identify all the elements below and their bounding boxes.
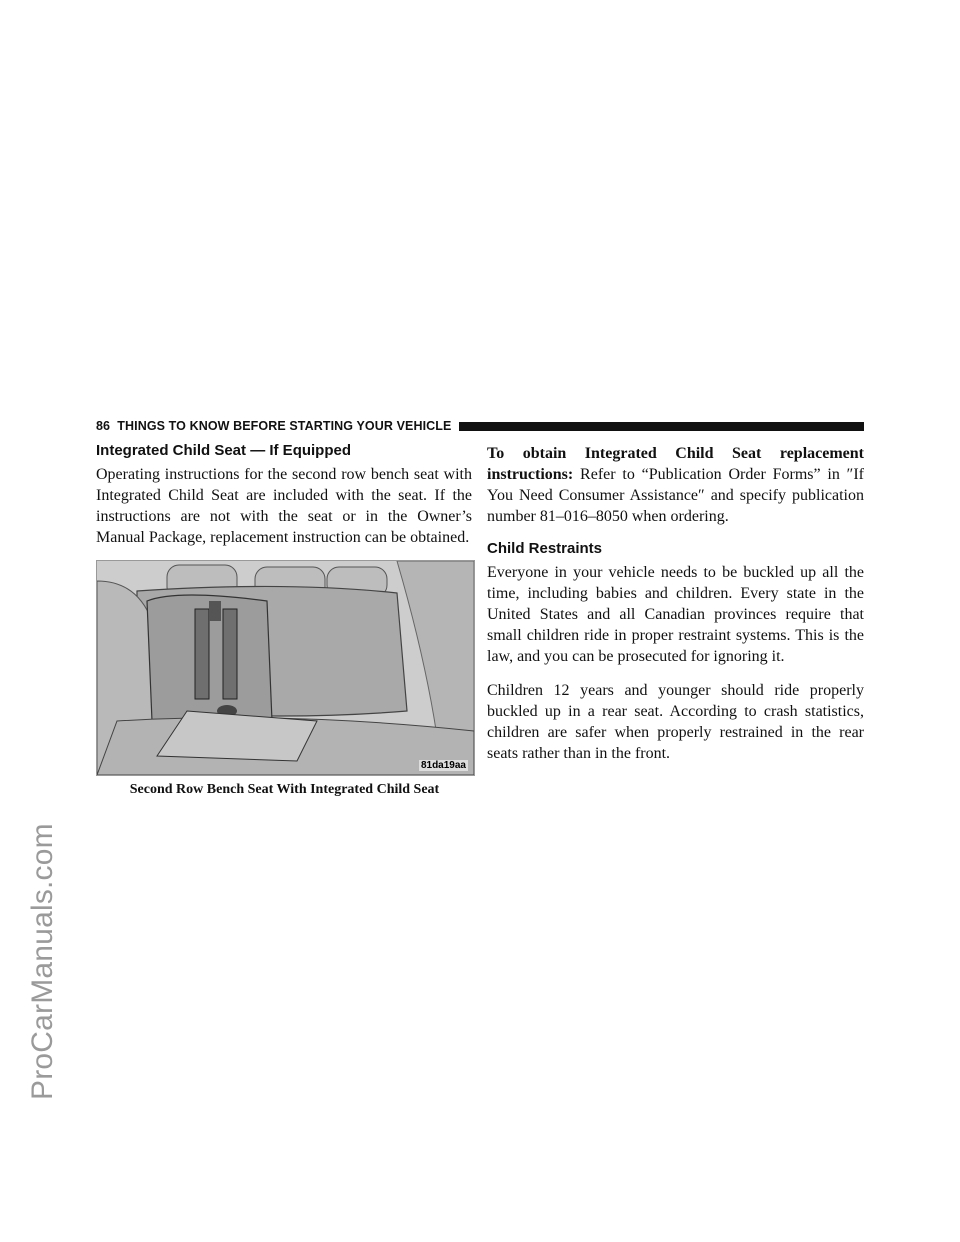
replacement-instructions-lead: To obtain Integrated Child Seat replacement instructions: xyxy=(487,445,864,483)
integrated-child-seat-paragraph: Operating instructions for the second row bench seat with Integrated Child Seat are included with the seat. If the instructions are not with the seat or in the Owner’s Manual Package, replacement instruction can be obtained. xyxy=(96,466,472,546)
header-text xyxy=(96,419,451,433)
right-column xyxy=(487,443,864,777)
child-restraints-paragraph-2: Children 12 years and younger should ride properly buckled up in a rear seat. According to crash statistics, children are safer when properly restrained in the rear seats rather than in the front. xyxy=(487,682,864,762)
section-heading-integrated-child-seat: Integrated Child Seat — If Equipped xyxy=(96,442,352,459)
header-title: THINGS TO KNOW BEFORE STARTING YOUR VEHICLE xyxy=(117,419,452,433)
child-restraints-paragraph-1: Everyone in your vehicle needs to be buckled up all the time, including babies and children. Every state in the United States and all Canadian provinces require that small children ride in proper restraint systems. This is the law, and you can be prosecuted for ignoring it. xyxy=(487,564,864,665)
section-heading-child-restraints: Child Restraints xyxy=(487,540,603,557)
page-number: 86 xyxy=(96,419,111,433)
replacement-instructions-text: Refer to “Publication Order Forms” in ″If You Need Consumer Assistance″ and specify publication number 81–016–8050 when ordering. xyxy=(487,466,864,525)
seat-illustration xyxy=(96,560,475,776)
header-rule xyxy=(459,422,864,431)
page-header xyxy=(96,418,864,434)
figure-code: 81da19aa xyxy=(420,760,466,771)
watermark: ProCarManuals.com xyxy=(26,823,59,1100)
seat-illustration-drawing xyxy=(97,561,474,775)
figure-caption: Second Row Bench Seat With Integrated Child Seat xyxy=(129,782,440,797)
replacement-instructions-paragraph xyxy=(487,443,864,527)
left-column xyxy=(96,442,472,561)
